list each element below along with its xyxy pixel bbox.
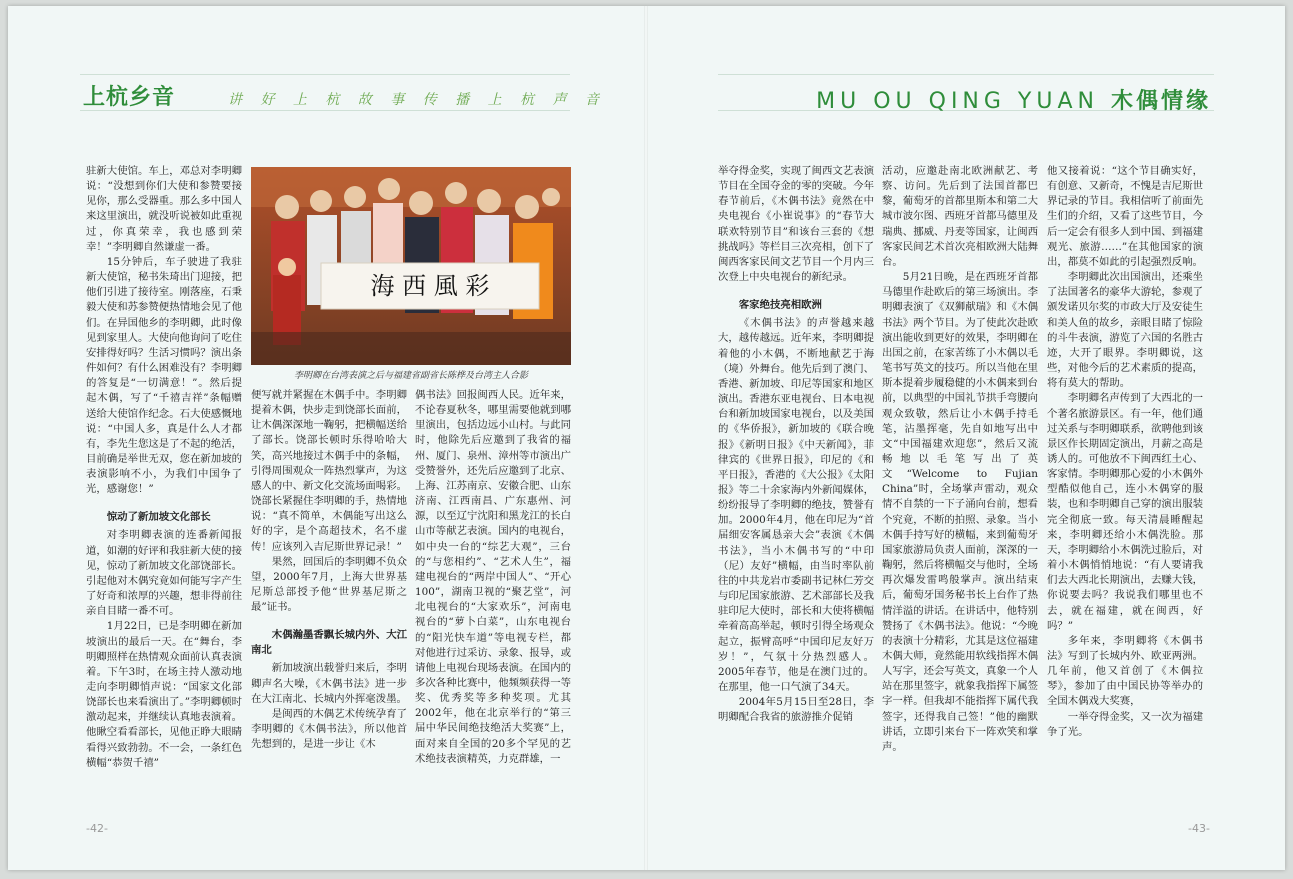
- paragraph: 多年来，李明卿将《木偶书法》写到了长城内外、欧亚两洲。几年前，他又首创了《木偶拉琴》，参加了由中国民协等举办的全国木偶戏大奖赛，: [1047, 634, 1203, 708]
- group-photo: [251, 167, 571, 365]
- page-number-left: -42-: [86, 822, 108, 835]
- section-heading: 客家绝技亮相欧洲: [738, 299, 822, 312]
- paragraph: 15分钟后，车子驶进了我驻新大使馆，秘书朱琦出门迎接，把他们引进了接待室。刚落座，石秉毅大使和苏参赞便热情地会见了他们。在异国他乡的李明卿，此时像见到家里人。大使向他询问了吃住安排得好吗？生活习惯吗？演出条件如何？有什么困难没有？李明卿的答复是“一切满意！”。然后提起木偶，写了“千禧吉祥”条幅赠送给大使馆作纪念。石大使感慨地说：“中国人多，真是什么人才都有，李先生您这是了不起的绝活，目前确是举世无双，您在新加坡的表演影响不小，为我们中国争了光，感谢您！”: [86, 255, 242, 496]
- article-column-6: [1047, 164, 1203, 740]
- paragraph: 举夺得金奖，实现了闽西文艺表演节目在全国夺金的零的突破。今年春节前后，《木偶书法》竟然在中央电视台《小崔说事》的“春节大联欢特别节目”和该台三套的《想挑战吗》等栏目三次亮相，创下了闽西客家民间文艺节目一个月内三次登上中央电视台的新纪录。: [718, 165, 874, 284]
- column-title: [816, 84, 1211, 115]
- photo-caption: 李明卿在台湾表演之后与福建省副省长陈桦及台湾主人合影: [293, 371, 528, 381]
- paragraph: 新加坡演出载誉归来后，李明卿声名大噪，《木偶书法》进一步在大江南北、长城内外挥毫泼墨。: [251, 662, 407, 705]
- paragraph: 偶书法》回报闽西人民。近年来，不论春夏秋冬，哪里需要他就到哪里演出，包括边远小山村。与此同时，他除先后应邀到了我省的福州、厦门、泉州、漳州等市演出广受赞誉外，还先后应邀到了北京、上海、江苏南京、安徽合肥、山东济南、江西南昌、广东惠州、河源，以至辽宁沈阳和黑龙江的长白山市等献艺表演。国内的电视台，如中央一台的“综艺大观”，三台的“与您相约”、“艺术人生”，福建电视台的“两岸中国人”、“开心100”，湖南卫视的“聚艺堂”，河北电视台的“大家欢乐”，河南电视台的“萝卜白菜”，山东电视台的“阳光快车道”等电视专栏，都对他进行过采访、录象、报导，或请他上电视台现场表演。在国内的多次各种比赛中，他频频获得一等奖、优秀奖等多种奖项。尤其2002年，他在北京举行的“第三届中华民间绝技绝活大奖赛”上，面对来自全国的20多个罕见的艺术绝技表演精英，力克群雄，一: [415, 389, 571, 765]
- paragraph: 对李明卿表演的连番新闻报道，如潮的好评和我驻新大使的接见，惊动了新加坡文化部饶部长。引起他对木偶究竟如何能写字产生了好奇和浓厚的兴趣，想非得前往亲自目睹一番不可。: [86, 529, 242, 618]
- paragraph: 便写就并紧握在木偶手中。李明卿提着木偶，快步走到饶部长面前，让木偶深深地一鞠躬，把横幅送给了部长。饶部长顿时乐得哈哈大笑，高兴地接过木偶手中的条幅，引得周围观众一阵热烈掌声，为这感人的中、新文化交流场面喝彩。饶部长紧握住李明卿的手，热情地说：“真不简单，木偶能写出这么好的字，是个高超技术，名不虚传！应该列入吉尼斯世界记录！”: [251, 389, 407, 553]
- page-number-right: -43-: [1188, 822, 1210, 835]
- section-heading: 惊动了新加坡文化部长: [106, 511, 211, 524]
- article-column-5: [882, 164, 1038, 755]
- group-photo-illustration: [251, 167, 571, 365]
- paragraph: 一举夺得金奖，又一次为福建争了光。: [1047, 710, 1203, 738]
- article-column-2: [251, 388, 407, 752]
- calligraphy-banner-text: 海 西 風 彩: [370, 272, 490, 300]
- right-page: [648, 6, 1285, 870]
- paragraph: 他又接着说：“这个节目确实好，有创意、又新奇，不愧是吉尼斯世界记录的节目。我相信听了前面先生们的介绍，又看了这些节目，今后一定会有很多人到中国、到福建观光、旅游……”在其他国家的演出，都莫不如此的引起强烈反响。: [1047, 165, 1203, 268]
- magazine-spread: [8, 6, 1285, 870]
- section-heading: 木偶瀚墨香飘长城内外、大江南北: [251, 629, 407, 657]
- paragraph: 1月22日，已是李明卿在新加坡演出的最后一天。在“舞台，李明卿照样在热情观众面前认真表演着。下午3时，在场主持人激动地走向李明卿悄声说：“国家文化部饶部长也来看演出了。”李明卿顿时激动起来，并继续认真地表演着。他瞅空看看部长，见他正睁大眼睛看得兴致勃勃。不一会，一条红色横幅“恭贺千禧”: [86, 620, 242, 769]
- article-column-1: [86, 164, 242, 771]
- left-page: [8, 6, 646, 870]
- paragraph: 李明卿名声传到了大西北的一个著名旅游景区。有一年，他们通过关系与李明卿联系，欲聘他到该景区作长期固定演出，月薪之高是诱人的。可他放不下闽西红土心、客家情。李明卿那心爱的小木偶外型酷似他自己，连小木偶穿的服装，也和李明卿自己穿的演出服装完全彻底一致。每天清晨睡醒起来，李明卿还给小木偶洗脸。那天，李明卿给小木偶洗过脸后，对着小木偶悄悄地说：“有人要请我们去大西北长期演出，去赚大钱，你说要去吗？我说我们哪里也不去，就在福建，就在闽西，好吗？”: [1047, 392, 1203, 632]
- column-logo: 上杭乡音: [83, 85, 176, 110]
- paragraph: 是闽西的木偶艺术传统孕育了李明卿的《木偶书法》，所以他首先想到的，是进一步让《木: [251, 707, 407, 751]
- paragraph: 李明卿此次出国演出，还乘坐了法国著名的豪华大游轮，参观了颁发诺贝尔奖的市政大厅及安徒生和美人鱼的故乡，亲眼目睹了惊险的斗牛表演，游览了六国的名胜古迹，大开了眼界。李明卿说，这些，对他今后的艺术素质的提高，将有莫大的帮助。: [1047, 271, 1203, 390]
- article-column-4: [718, 164, 874, 725]
- column-title-cn: 木偶情缘: [1110, 89, 1211, 114]
- paragraph: 活动，应邀赴南北欧洲献艺、考察、访问。先后到了法国首都巴黎，葡萄牙的首都里斯本和第二大城市波尔图、西班牙首都马德里及瑞典、挪威、丹麦等国家，让闽西客家民间艺术首次亮相欧洲大陆舞台。: [882, 165, 1038, 268]
- article-column-3: [415, 388, 571, 767]
- paragraph: 2004年5月15日至28日，李明卿配合我省的旅游推介促销: [718, 696, 874, 724]
- column-title-latin: MU OU QING YUAN: [816, 89, 1099, 114]
- paragraph: 《木偶书法》的声誉越来越大，越传越远。近年来，李明卿提着他的小木偶，不断地献艺于海（境）外舞台。他先后到了澳门、香港、新加坡、印尼等国家和地区演出。香港东亚电视台、日本电视台和新加坡国家电视台，以及美国的《华侨报》，新加坡的《联合晚报》《新明日报》《中天新闻》，菲律宾的《世界日报》，印尼的《和平日报》，香港的《大公报》《太阳报》等二十余家海内外新闻媒体，纷纷报导了李明卿的绝技，赞誉有加。2000年4月，他在印尼为“首届细安客属恳亲大会”表演《木偶书法》，当小木偶书写的“中印（尼）友好”横幅，由当时率队前往的中共龙岩市委副书记林仁芳交与印尼国家旅游、艺术部部长及我驻印尼大使时，部长和大使将横幅牵着高高举起，顿时引得全场观众起立，振臂高呼“中国印尼友好万岁！”，气氛十分热烈感人。2005年春节，他是在澳门过的。在那里，他一口气演了34天。: [718, 317, 874, 693]
- paragraph: 果然，回国后的李明卿不负众望，2000年7月，上海大世界基尼斯总部授予他“世界基尼斯之最”证书。: [251, 555, 407, 614]
- paragraph: 驻新大使馆。车上，邓总对李明卿说：“没想到你们大使和参赞要接见你，那么受器重。那么多中国人来这里演出，就没听说被如此重视过，你真荣幸，我也感到荣幸！”李明卿自然谦虚一番。: [86, 165, 242, 253]
- header-slogan: 讲 好 上 杭 故 事 传 播 上 杭 声 音: [228, 92, 606, 108]
- paragraph: 5月21日晚，是在西班牙首都马德里作赴欧后的第三场演出。李明卿表演了《双狮献瑞》和《木偶书法》两个节目。为了使此次赴欧演出能收到更好的效果，李明卿在出国之前，在家苦练了小木偶以毛笔书写英文的技巧。所以当他在里斯本提着步履稳健的小木偶来到台前，以典型的中国礼节拱手弯腰向观众致敬，然后让小木偶手持毛笔，沾墨挥毫，先自如地写出中文“中国福建欢迎您”，然后又流畅地以毛笔写出了英文“Welcome to Fujian China”时，全场掌声雷动，观众情不自禁的一下子涌向台前，想看个究竟，不断的拍照、录象。当小木偶手持写好的横幅，来到葡萄牙国家旅游局负责人面前，深深的一鞠躬，然后将横幅交与他时，全场再次爆发雷鸣般掌声。演出结束后，葡萄牙国务秘书长上台作了热情洋溢的讲话。在讲话中，他特别赞扬了《木偶书法》。他说：“今晚的表演十分精彩，尤其是这位福建木偶大师，竟然能用软线指挥木偶人写字，还会写英文，真象一个人站在那里签字，就象我指挥下属签字一样。但我却不能指挥下属代我签字，还得我自己签！”他的幽默讲话，立即引来台下一阵欢笑和掌声。: [882, 271, 1038, 753]
